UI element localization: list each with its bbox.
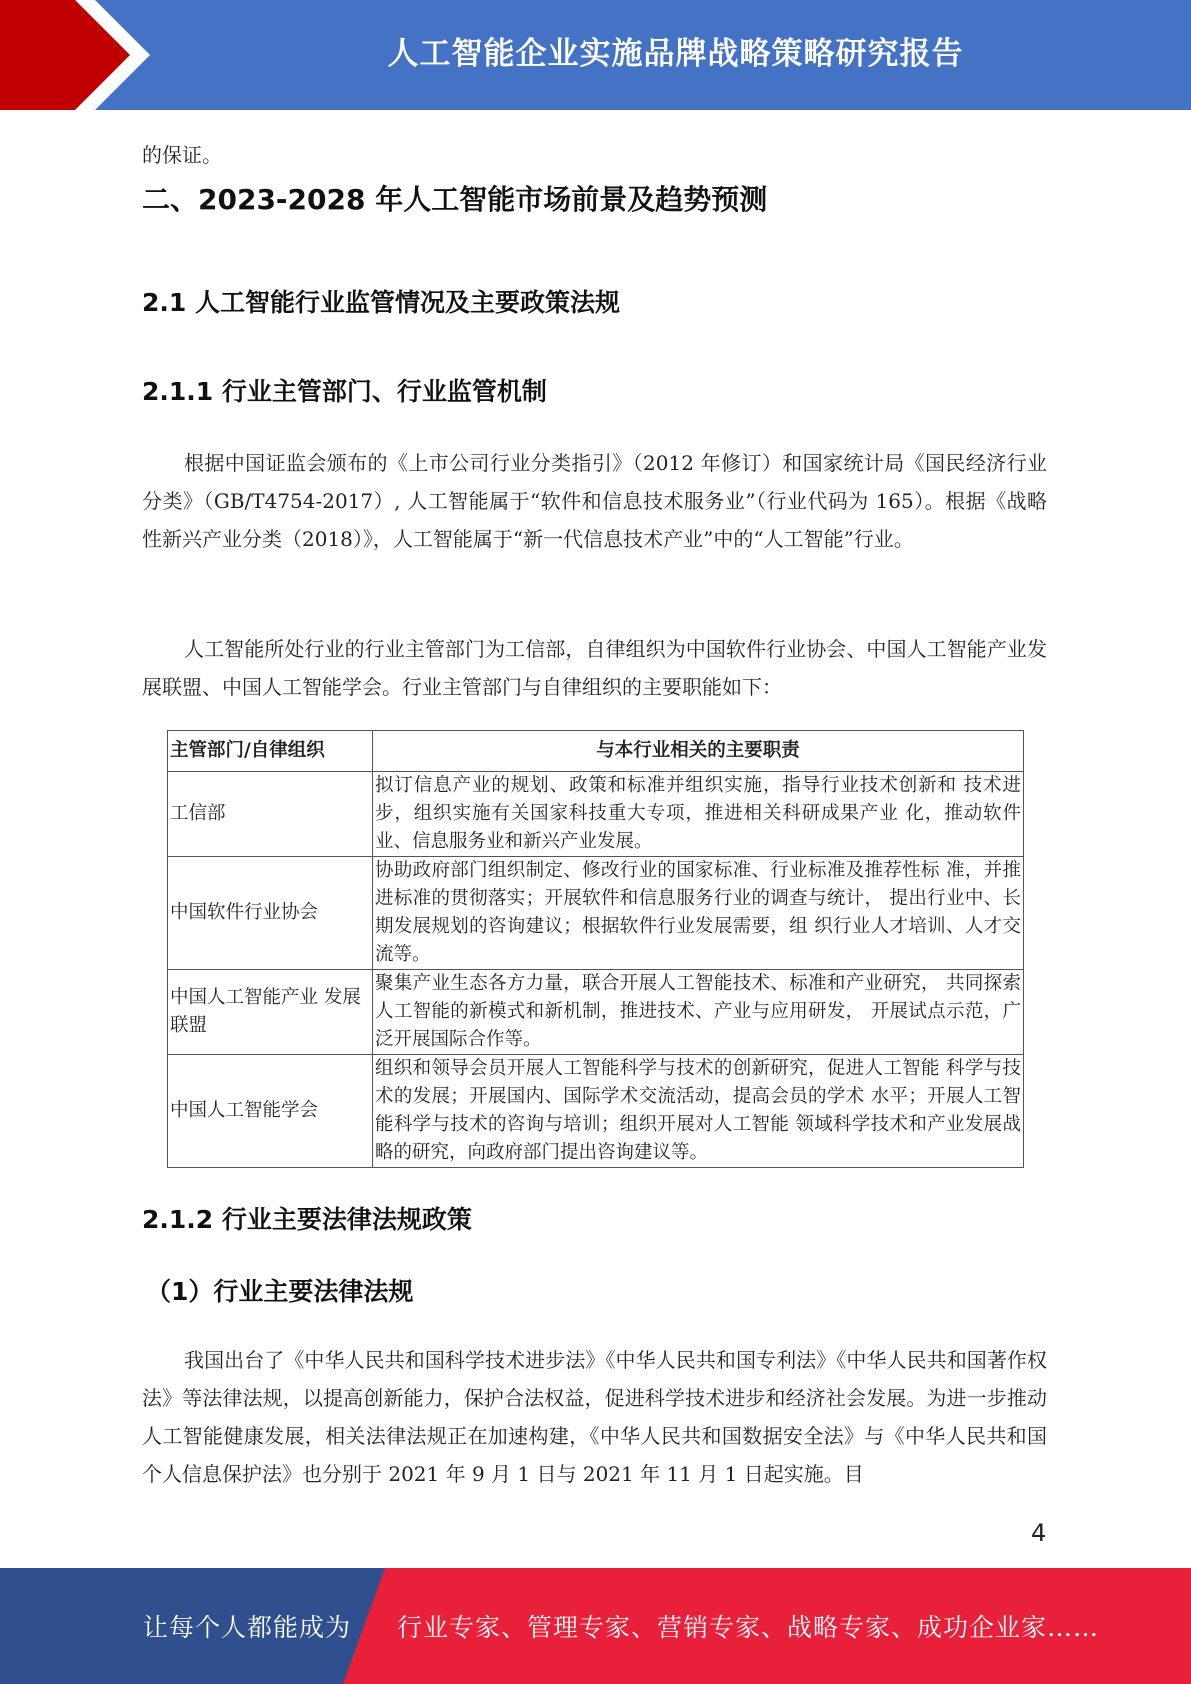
table-cell-duty: 拟订信息产业的规划、政策和标准并组织实施，指导行业技术创新和 技术进步，组织实施有关国家科技重大专项，推进相关科研成果产业 化，推动软件业、信息服务业和新兴产业发展。 xyxy=(373,772,1024,857)
subsection-heading-2-1-2: 2.1.2 行业主要法律法规政策 xyxy=(142,1205,472,1234)
header-banner xyxy=(0,0,1191,110)
table-row xyxy=(168,970,1024,1055)
table-row xyxy=(168,1055,1024,1168)
paragraph-3-block xyxy=(142,1341,1047,1493)
footer-slogan-left: 让每个人都能成为 xyxy=(143,1613,352,1642)
table-cell-duty: 协助政府部门组织制定、修改行业的国家标准、行业标准及推荐性标 准，并推进标准的贯彻落实；开展软件和信息服务行业的调查与统计， 提出行业中、长期发展规划的咨询建议；根据软件行业发展需要，组 织行业人才培训、人才交流等。 xyxy=(373,857,1024,970)
table-header-org: 主管部门/自律组织 xyxy=(168,731,373,772)
paragraph-2-block xyxy=(142,630,1047,706)
report-title: 人工智能企业实施品牌战略策略研究报告 xyxy=(387,35,964,72)
subsection-heading-2-1: 2.1 人工智能行业监管情况及主要政策法规 xyxy=(142,288,620,317)
paragraph-1-block xyxy=(142,444,1047,558)
table-cell-org: 中国人工智能学会 xyxy=(168,1055,373,1168)
table-row xyxy=(168,772,1024,857)
carry-over-text: 的保证。 xyxy=(142,143,222,167)
table-row xyxy=(168,857,1024,970)
table-cell-duty: 聚集产业生态各方力量，联合开展人工智能技术、标准和产业研究， 共同探索人工智能的新模式和新机制，推进技术、产业与应用研发， 开展试点示范，广泛开展国际合作等。 xyxy=(373,970,1024,1055)
table-cell-org: 中国软件行业协会 xyxy=(168,857,373,970)
regulator-duties-table xyxy=(167,730,1024,1168)
table-header-duty: 与本行业相关的主要职责 xyxy=(373,731,1024,772)
paragraph-regulators: 人工智能所处行业的行业主管部门为工信部，自律组织为中国软件行业协会、中国人工智能产业发展联盟、中国人工智能学会。行业主管部门与自律组织的主要职能如下： xyxy=(142,637,1047,699)
section-heading: 二、2023-2028 年人工智能市场前景及趋势预测 xyxy=(142,183,768,216)
footer-slogan-right: 行业专家、管理专家、营销专家、战略专家、成功企业家…… xyxy=(397,1613,1100,1642)
table-cell-org: 中国人工智能产业 发展联盟 xyxy=(168,970,373,1055)
subsection-heading-2-1-1: 2.1.1 行业主管部门、行业监管机制 xyxy=(142,377,547,406)
table-header-row xyxy=(168,731,1024,772)
table-cell-duty: 组织和领导会员开展人工智能科学与技术的创新研究，促进人工智能 科学与技术的发展；开展国内、国际学术交流活动，提高会员的学术 水平；开展人工智能科学与技术的咨询与培训；组织开展对人工智能 领域科学技术和产业发展战略的研究，向政府部门提出咨询建议等。 xyxy=(373,1055,1024,1168)
table-cell-org: 工信部 xyxy=(168,772,373,857)
paragraph-industry-classification: 根据中国证监会颁布的《上市公司行业分类指引》（2012 年修订）和国家统计局《国民经济行业分类》（GB/T4754-2017）, 人工智能属于“软件和信息技术服务业”（行业代码为 165）。根据《战略性新兴产业分类（2018）》，人工智能属于“新一代信息技术产业”中的“人工智能”行业。 xyxy=(142,451,1047,551)
carry-over-text-block xyxy=(142,136,1047,174)
paragraph-laws: 我国出台了《中华人民共和国科学技术进步法》《中华人民共和国专利法》《中华人民共和国著作权法》等法律法规，以提高创新能力，保护合法权益，促进科学技术进步和经济社会发展。为进一步推动人工智能健康发展，相关法律法规正在加速构建，《中华人民共和国数据安全法》与《中华人民共和国个人信息保护法》也分别于 2021 年 9 月 1 日与 2021 年 11 月 1 日起实施。目 xyxy=(142,1348,1047,1486)
footer-banner xyxy=(0,1568,1191,1684)
page-number: 4 xyxy=(1031,1519,1047,1547)
sub-heading-laws: （1）行业主要法律法规 xyxy=(146,1277,414,1306)
